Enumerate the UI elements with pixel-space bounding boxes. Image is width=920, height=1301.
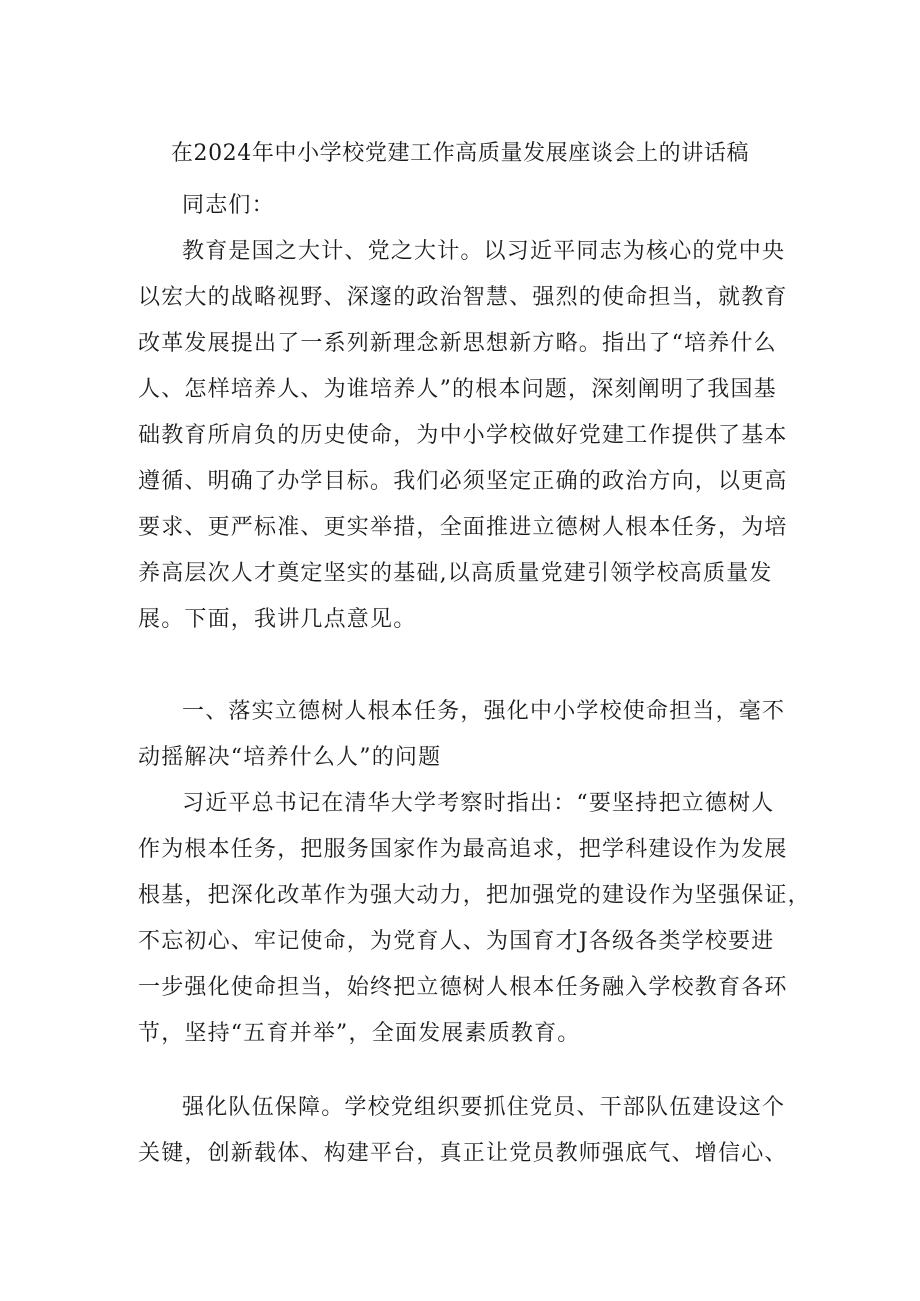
paragraph-line: 人、怎样培养人、为谁培养人”的根本问题，深刻阐明了我国基 — [138, 377, 777, 402]
paragraph-line: 根基，把深化改革作为强大动力，把加强党的建设作为坚强保证， — [138, 883, 811, 908]
paragraph-line: 强化队伍保障。学校党组织要抓住党员、干部队伍建设这个 — [182, 1095, 786, 1120]
paragraph-line: 关键，创新载体、构建平台，真正让党员教师强底气、增信心、 — [138, 1141, 788, 1166]
heading-line: 动摇解决“培养什么人”的问题 — [138, 745, 442, 770]
paragraph-line: 一步强化使命担当，始终把立德树人根本任务融入学校教育各环 — [138, 975, 788, 1000]
paragraph-line: 节，坚持“五育并举”，全面发展素质教育。 — [138, 1021, 581, 1046]
paragraph-line: 养高层次人才奠定坚实的基础,以高质量党建引领学校高质量发 — [138, 561, 773, 586]
paragraph-quote — [138, 781, 811, 1057]
paragraph-line: 不忘初心、牢记使命，为党育人、为国育才J各级各类学校要进 — [138, 929, 775, 954]
heading-line: 一、落实立德树人根本任务，强化中小学校使命担当，毫不 — [182, 699, 786, 724]
paragraph-line: 作为根本任务，把服务国家作为最高追求，把学科建设作为发展 — [138, 837, 788, 862]
paragraph-line: 展。下面，我讲几点意见。 — [138, 607, 417, 632]
paragraph-team — [138, 1085, 798, 1177]
paragraph-intro — [138, 229, 798, 643]
paragraph-line: 教育是国之大计、党之大计。以习近平同志为核心的党中央 — [182, 239, 786, 264]
paragraph-line: 改革发展提出了一系列新理念新思想新方略。指出了“培养什么 — [138, 331, 777, 356]
paragraph-line: 习近平总书记在清华大学考察时指出：“要坚持把立德树人 — [182, 791, 775, 816]
document-title: 在2024年中小学校党建工作高质量发展座谈会上的讲话稿 — [170, 141, 750, 166]
section-heading-one — [138, 689, 798, 781]
paragraph-line: 以宏大的战略视野、深邃的政治智慧、强烈的使命担当，就教育 — [138, 285, 788, 310]
paragraph-line: 要求、更严标准、更实举措，全面推进立德树人根本任务，为培 — [138, 515, 788, 540]
paragraph-line: 遵循、明确了办学目标。我们必须坚定正确的政治方向，以更高 — [138, 469, 788, 494]
paragraph-line: 础教育所肩负的历史使命，为中小学校做好党建工作提供了基本 — [138, 423, 788, 448]
salutation — [138, 183, 798, 229]
salutation-text: 同志们： — [182, 193, 275, 218]
